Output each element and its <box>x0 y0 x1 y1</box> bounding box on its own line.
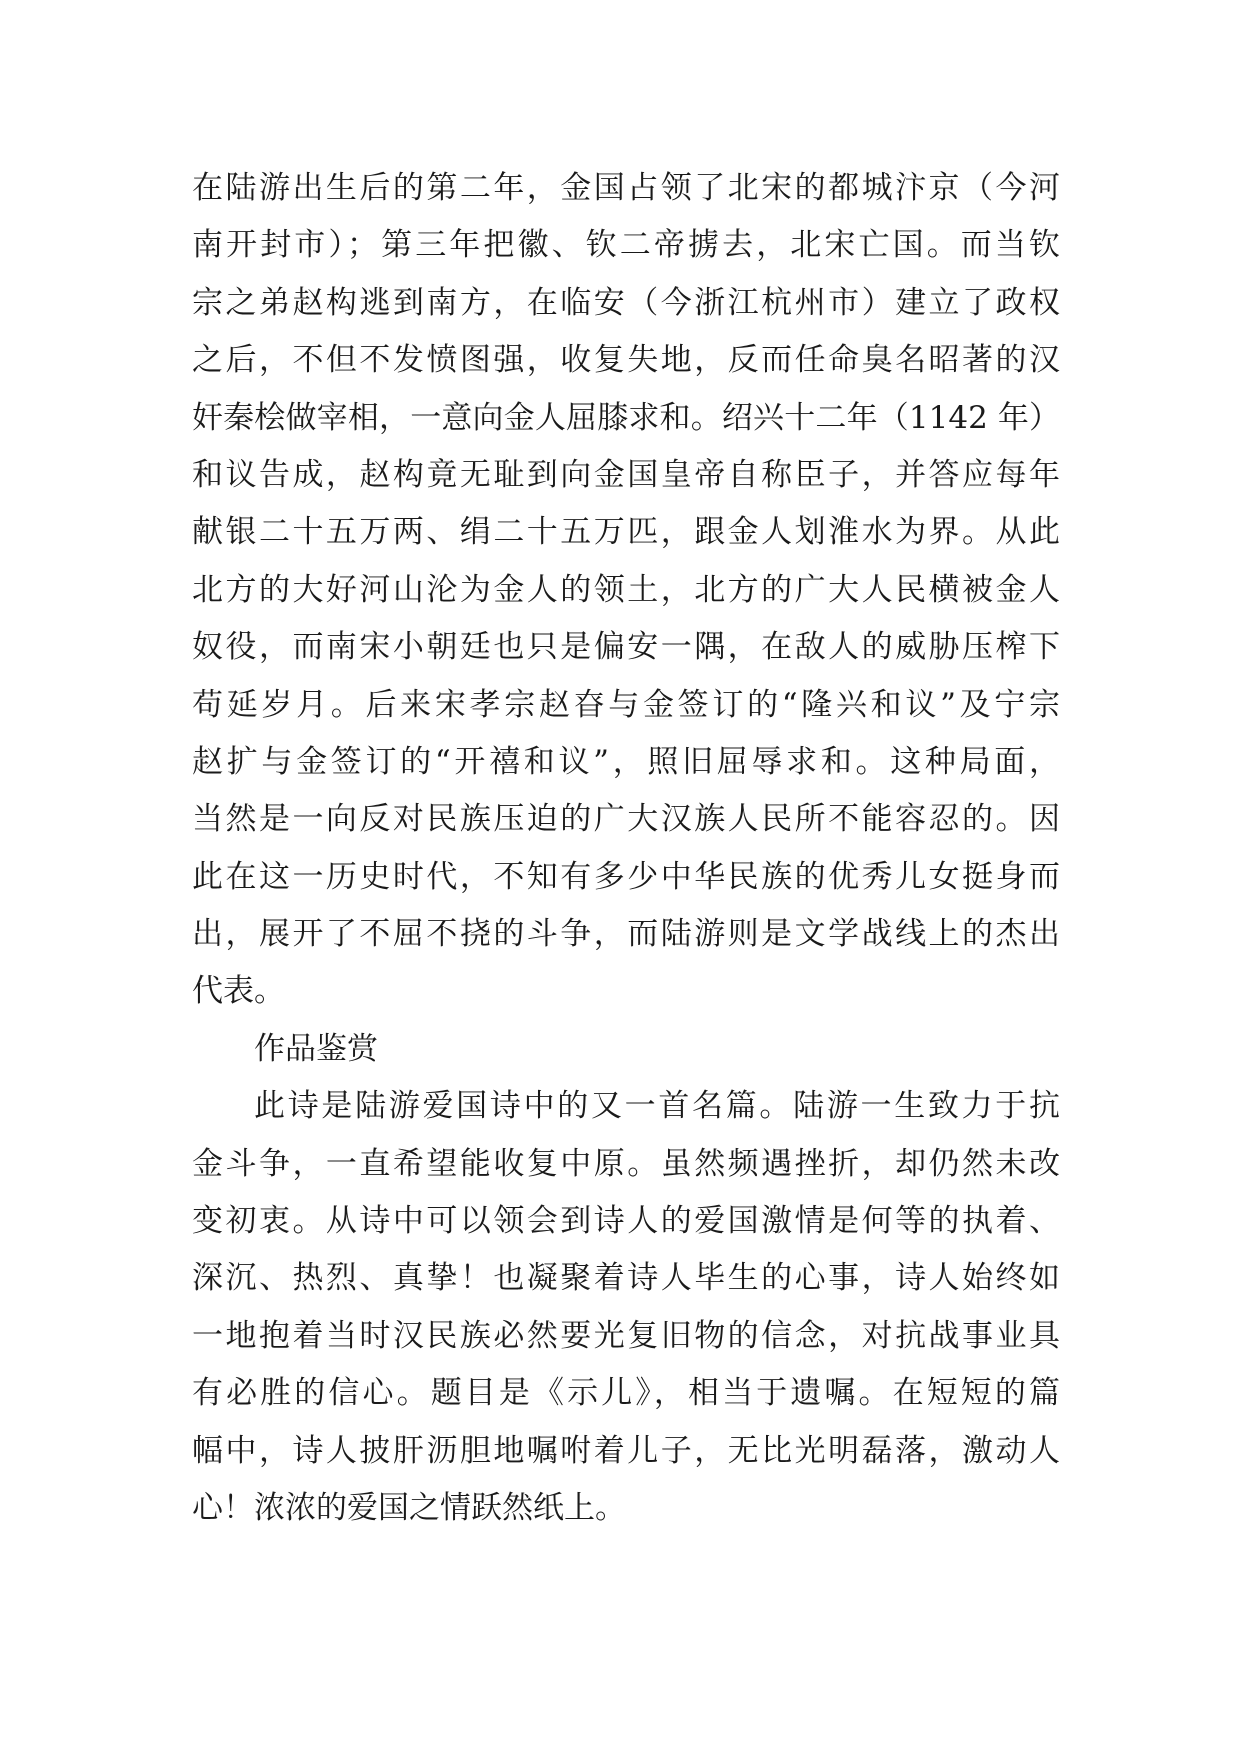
text-line: 在陆游出生后的第二年，金国占领了北宋的都城汴京（今河 <box>192 170 1060 206</box>
text-line: 献银二十五万两、绢二十五万匹，跟金人划淮水为界。从此 <box>192 514 1060 551</box>
text-line: 金斗争，一直希望能收复中原。虽然频遇挫折，却仍然未改 <box>192 1145 1060 1182</box>
text-line: 当然是一向反对民族压迫的广大汉族人民所不能容忍的。因 <box>192 801 1060 838</box>
text-line: 此诗是陆游爱国诗中的又一首名篇。陆游一生致力于抗 <box>254 1088 1060 1125</box>
section-heading-text: 作品鉴赏 <box>254 1030 378 1067</box>
text-line: 北方的大好河山沦为金人的领土，北方的广大人民横被金人 <box>192 571 1060 608</box>
text-line: 心！浓浓的爱国之情跃然纸上。 <box>192 1489 626 1526</box>
paragraph-background <box>192 160 1060 1021</box>
text-line: 赵扩与金签订的“开禧和议”，照旧屈辱求和。这种局面， <box>192 743 1060 780</box>
text-line: 此在这一历史时代，不知有多少中华民族的优秀儿女挺身而 <box>192 858 1060 895</box>
text-line: 宗之弟赵构逃到南方，在临安（今浙江杭州市）建立了政权 <box>192 284 1060 321</box>
document-body <box>192 160 1060 1537</box>
text-line: 之后，不但不发愤图强，收复失地，反而任命臭名昭著的汉 <box>192 342 1060 379</box>
text-line: 奴役，而南宋小朝廷也只是偏安一隅，在敌人的威胁压榨下 <box>192 629 1060 666</box>
text-line: 奸秦桧做宰相，一意向金人屈膝求和。绍兴十二年（1142 年） <box>192 399 1060 436</box>
text-line: 幅中，诗人披肝沥胆地嘱咐着儿子，无比光明磊落，激动人 <box>192 1432 1060 1469</box>
section-heading <box>192 1021 1060 1078</box>
text-line: 有必胜的信心。题目是《示儿》，相当于遗嘱。在短短的篇 <box>192 1375 1060 1412</box>
text-line: 苟延岁月。后来宋孝宗赵昚与金签订的“隆兴和议”及宁宗 <box>192 686 1060 723</box>
text-line: 出，展开了不屈不挠的斗争，而陆游则是文学战线上的杰出 <box>192 916 1060 953</box>
text-line: 南开封市）；第三年把徽、钦二帝掳去，北宋亡国。而当钦 <box>192 227 1060 264</box>
text-line: 和议告成，赵构竟无耻到向金国皇帝自称臣子，并答应每年 <box>192 456 1060 493</box>
paragraph-appreciation <box>192 1078 1060 1537</box>
text-line: 一地抱着当时汉民族必然要光复旧物的信念，对抗战事业具 <box>192 1317 1060 1354</box>
text-line: 变初衷。从诗中可以领会到诗人的爱国激情是何等的执着、 <box>192 1203 1060 1240</box>
text-line: 深沉、热烈、真挚！也凝聚着诗人毕生的心事，诗人始终如 <box>192 1260 1060 1297</box>
text-line: 代表。 <box>192 973 285 1010</box>
